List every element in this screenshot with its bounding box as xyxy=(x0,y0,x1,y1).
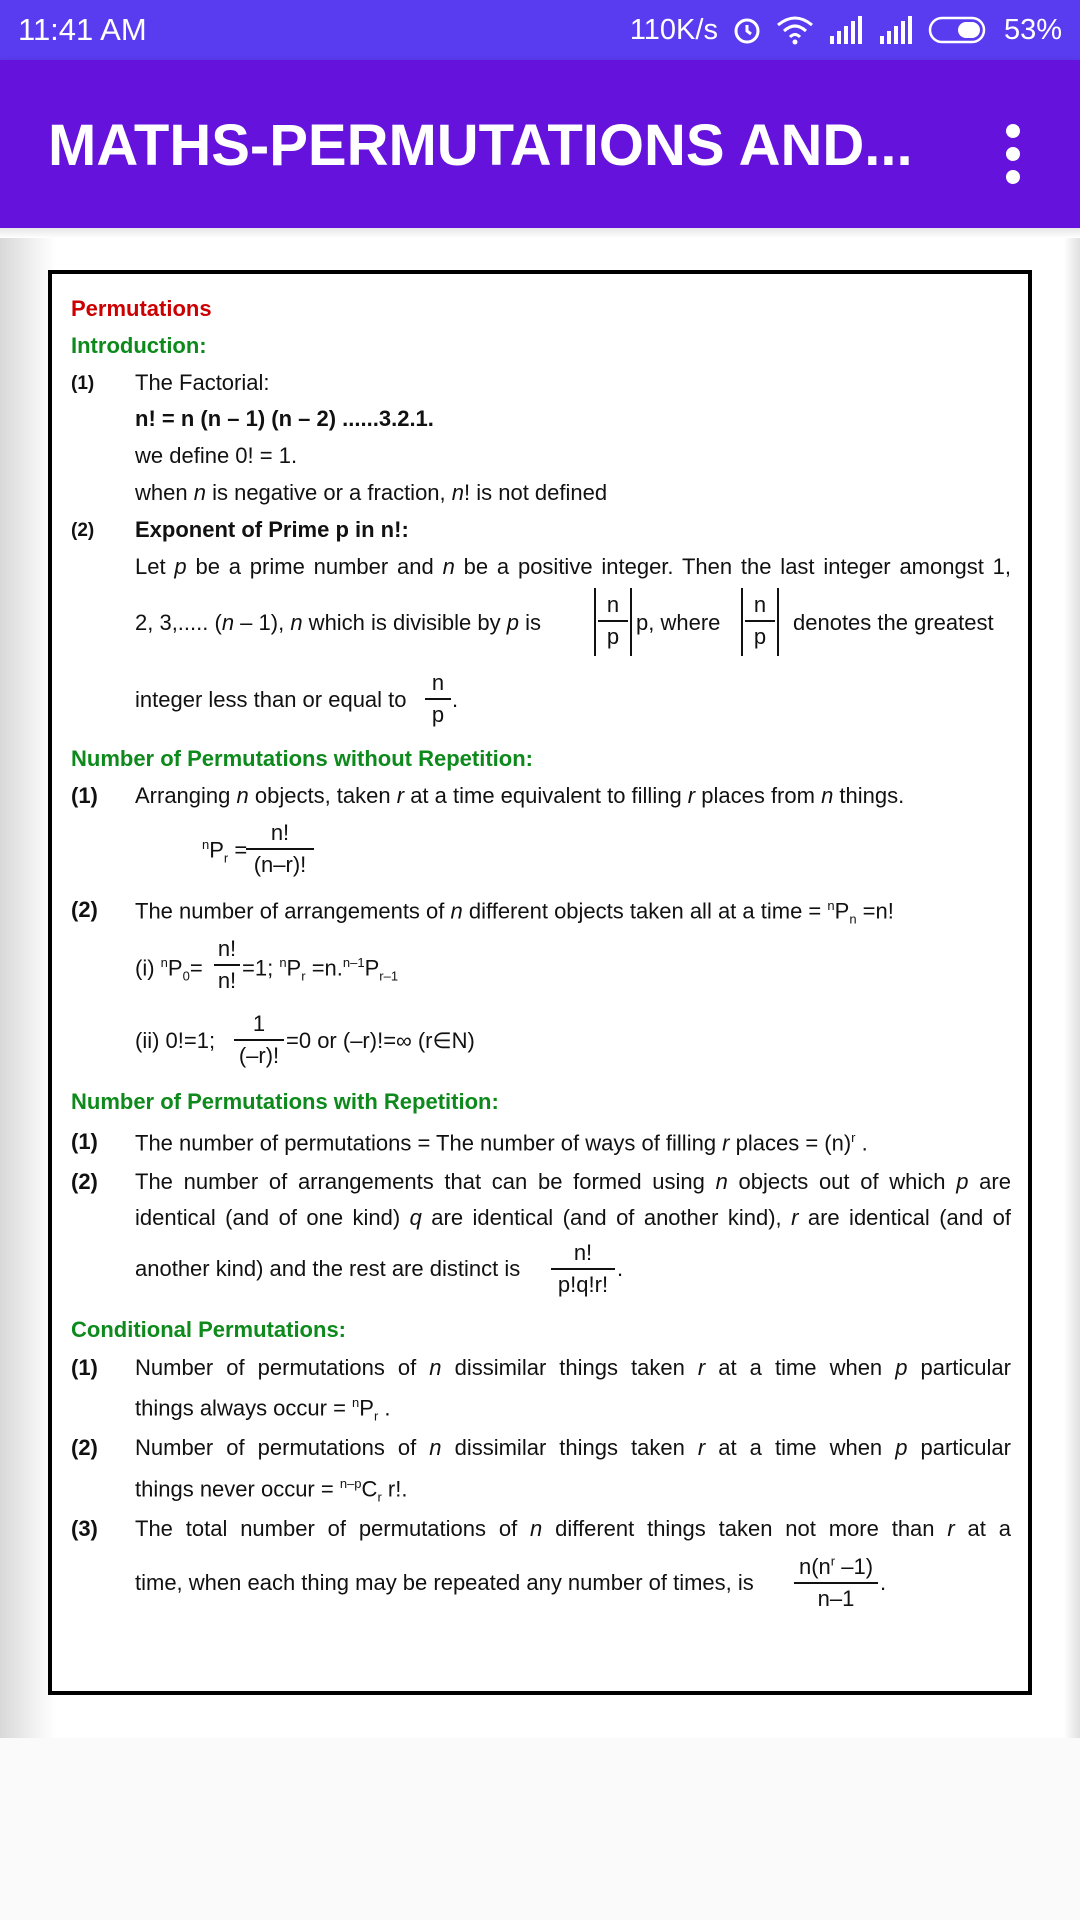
status-bar xyxy=(0,0,1080,60)
exponent-text-2: 2, 3,..... (n – 1), n which is divisible by p is xyxy=(135,610,541,635)
floor-fraction: n p xyxy=(745,594,775,648)
factorial-note: when n is negative or a fraction, n! is not defined xyxy=(135,480,608,505)
item-number: (2) xyxy=(71,520,95,541)
factorial-label: The Factorial: xyxy=(135,370,270,395)
n-over-p-fraction: n p xyxy=(425,672,451,726)
one-over-neg-r-fraction: 1 (–r)! xyxy=(234,1013,284,1067)
section-heading-introduction: Introduction: xyxy=(71,333,207,358)
item-number: (1) xyxy=(71,1129,98,1154)
without-rep-item-ii-lhs: (ii) 0!=1; xyxy=(135,1028,216,1053)
item-number: (1) xyxy=(71,783,98,808)
n-over-n-fraction: n! n! xyxy=(214,938,240,992)
conditional-text-3b: time, when each thing may be repeated any number of times, is xyxy=(135,1570,754,1595)
with-rep-text-2c: another kind) and the rest are distinct is xyxy=(135,1256,521,1281)
more-vert-icon[interactable] xyxy=(990,116,1036,192)
conditional-text-1a: Number of permutations of n dissimilar things taken r at a time when p particular xyxy=(135,1355,1011,1380)
item-number: (1) xyxy=(71,373,95,394)
with-rep-text-2a: The number of arrangements that can be formed using n objects out of which p are xyxy=(135,1169,1011,1194)
without-rep-item-i-lhs: (i) $^nP_0=$ xyxy=(135,955,203,984)
period: . xyxy=(617,1256,624,1281)
without-rep-text-1: Arranging n objects, taken r at a time equivalent to filling r places from n things. xyxy=(135,783,905,808)
npr-formula-lhs: $^nP_r$ = xyxy=(202,837,248,866)
app-bar xyxy=(0,60,1080,228)
item-number: (2) xyxy=(71,897,98,922)
item-number: (3) xyxy=(71,1516,98,1541)
battery-icon xyxy=(928,15,990,45)
npr-fraction: n! (n–r)! xyxy=(246,822,314,876)
exponent-where: p, where xyxy=(636,610,721,635)
geometric-sum-fraction: $n(n^r$ –1) n–1 xyxy=(794,1555,878,1610)
section-heading-conditional: Conditional Permutations: xyxy=(71,1317,346,1342)
appbar-shadow xyxy=(0,228,1080,238)
factorial-define: we define 0! = 1. xyxy=(135,443,298,468)
battery-percent: 53% xyxy=(1003,13,1062,46)
floor-fraction: n p xyxy=(598,594,628,648)
exponent-text-1: Let p be a prime number and n be a positive integer. Then the last integer amongst 1, xyxy=(135,554,1011,579)
factorial-formula: n! = n (n – 1) (n – 2) ......3.2.1. xyxy=(135,406,434,431)
exponent-text-3: integer less than or equal to xyxy=(135,687,407,712)
item-number: (2) xyxy=(71,1435,98,1460)
without-rep-text-2: The number of arrangements of n different objects taken all at a time = $^nP_n =n$! xyxy=(135,898,894,927)
page-title: MATHS-PERMUTATIONS AND... xyxy=(48,113,913,178)
exponent-label: Exponent of Prime p in n!: xyxy=(135,517,409,542)
alarm-icon xyxy=(732,15,762,45)
status-time: 11:41 AM xyxy=(18,12,147,47)
without-rep-item-i-rhs: =1; $^nP_r =n.^{n-1}P_{r-1}$ xyxy=(242,955,399,984)
conditional-text-2b: things never occur = $^{n-p}C_r$ r!. xyxy=(135,1476,408,1505)
section-heading-with-repetition: Number of Permutations with Repetition: xyxy=(71,1089,499,1114)
conditional-text-1b: things always occur = $^nP_r$ . xyxy=(135,1395,391,1424)
with-rep-text-2b: identical (and of one kind) q are identical (and of another kind), r are identical (and of xyxy=(135,1205,1011,1230)
conditional-text-3a: The total number of permutations of n different things taken not more than r at a xyxy=(135,1516,1011,1541)
network-speed: 110K/s xyxy=(629,13,718,46)
page-shadow-right xyxy=(1064,228,1080,1738)
without-rep-item-ii-rhs: =0 or (–r)!=∞ (r∈N) xyxy=(286,1028,475,1053)
item-number: (2) xyxy=(71,1169,98,1194)
signal-icon xyxy=(828,16,864,44)
with-rep-text-1: The number of permutations = The number of ways of filling r places = $(n)^r$ . xyxy=(135,1130,868,1156)
section-heading-without-repetition: Number of Permutations without Repetition: xyxy=(71,746,533,771)
item-number: (1) xyxy=(71,1355,98,1380)
status-icons xyxy=(630,12,1062,48)
signal-icon xyxy=(878,16,914,44)
conditional-text-2a: Number of permutations of n dissimilar things taken r at a time when p particular xyxy=(135,1435,1011,1460)
period: . xyxy=(880,1570,887,1595)
wifi-icon xyxy=(776,15,814,45)
doc-title: Permutations xyxy=(71,296,212,321)
blank-area xyxy=(0,1738,1080,1920)
exponent-denotes: denotes the greatest xyxy=(793,610,994,635)
multinomial-fraction: n! p!q!r! xyxy=(551,1242,615,1296)
period: . xyxy=(452,687,459,712)
